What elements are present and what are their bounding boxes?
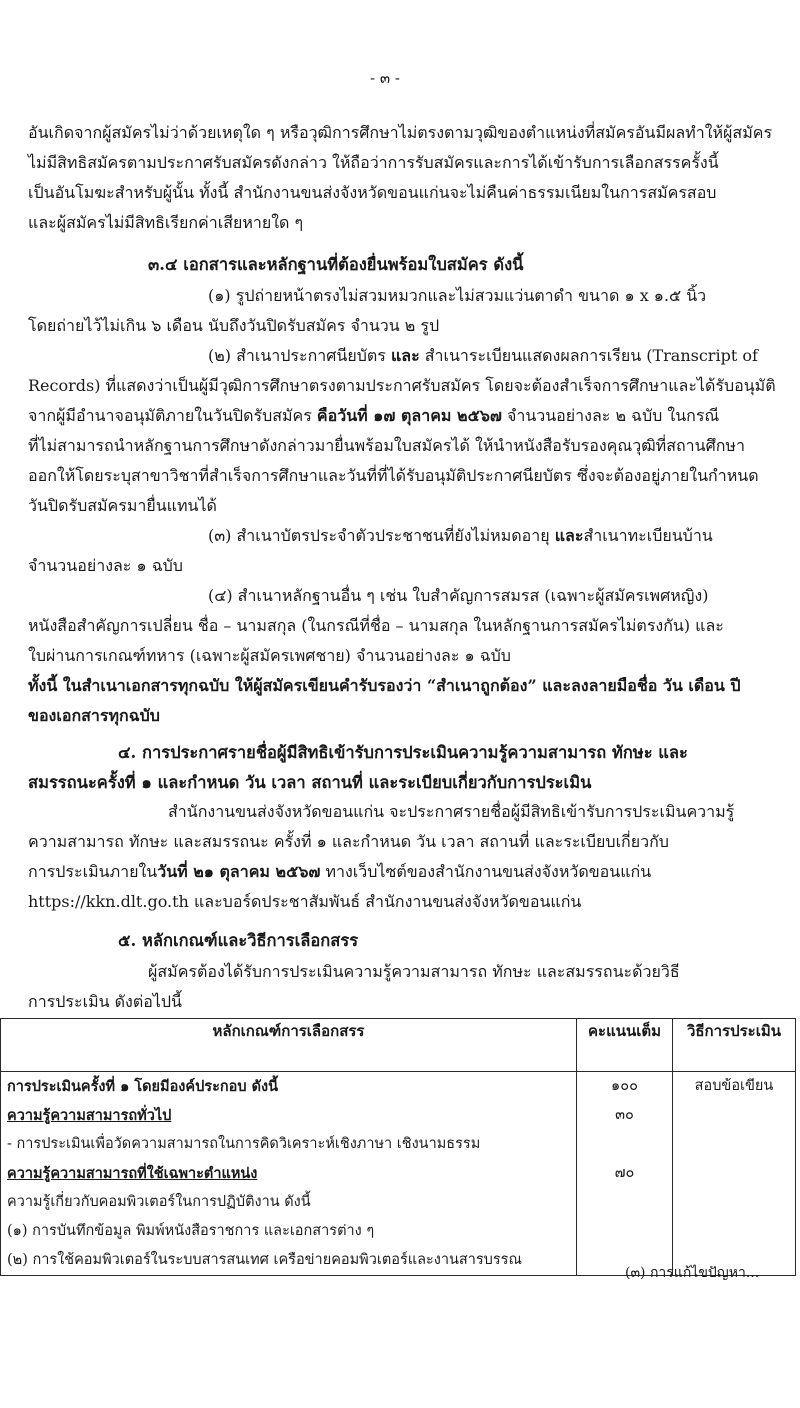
item-3-line: จำนวนอย่างละ ๑ ฉบับ bbox=[28, 556, 183, 575]
score-value: ๑๐๐ bbox=[611, 1078, 638, 1094]
table-header-row bbox=[1, 1019, 796, 1072]
section-4-body: สำนักงานขนส่งจังหวัดขอนแก่น จะประกาศรายชื่อผู้มีสิทธิเข้ารับการประเมินความรู้ bbox=[168, 802, 735, 821]
section-4-heading: ๔. การประกาศรายชื่อผู้มีสิทธิเข้ารับการประเมินความรู้ความสามารถ ทักษะ และ bbox=[118, 743, 688, 762]
item-2-line: วันปิดรับสมัครมายื่นแทนได้ bbox=[28, 496, 217, 515]
table-row bbox=[1, 1072, 796, 1276]
section-5-heading: ๕. หลักเกณฑ์และวิธีการเลือกสรร bbox=[118, 931, 359, 950]
intro-paragraph bbox=[28, 118, 773, 238]
text-span: (๓) สำเนาบัตรประจำตัวประชาชนที่ยังไม่หมดอายุ bbox=[208, 526, 555, 545]
item-2-line: Records) ที่แสดงว่าเป็นผู้มีวุฒิการศึกษาตรงตามประกาศรับสมัคร โดยจะต้องสำเร็จการศึกษาและได้รับอนุมัติ bbox=[28, 376, 776, 395]
section-3-4-heading: ๓.๔ เอกสารและหลักฐานที่ต้องยื่นพร้อมใบสมัคร ดังนี้ bbox=[148, 255, 524, 274]
score-cell bbox=[577, 1072, 673, 1276]
certification-note: ของเอกสารทุกฉบับ bbox=[28, 706, 160, 725]
text-span: สำเนาทะเบียนบ้าน bbox=[583, 526, 713, 545]
text-span: จำนวนอย่างละ ๒ ฉบับ ในกรณี bbox=[501, 406, 720, 425]
criteria-line: ความรู้ความสามารถที่ใช้เฉพาะตำแหน่ง bbox=[7, 1165, 258, 1182]
criteria-line: การประเมินครั้งที่ ๑ โดยมีองค์ประกอบ ดังนี้ bbox=[7, 1078, 279, 1095]
criteria-table bbox=[0, 1018, 796, 1276]
item-3-line bbox=[208, 524, 713, 549]
criteria-line: - การประเมินเพื่อวัดความสามารถในการคิดวิเคราะห์เชิงภาษา เชิงนามธรรม bbox=[7, 1136, 481, 1152]
criteria-line: (๒) การใช้คอมพิวเตอร์ในระบบสารสนเทศ เครือข่ายคอมพิวเตอร์และงานสารบรรณ bbox=[7, 1252, 522, 1268]
website-link[interactable]: https://kkn.dlt.go.th และบอร์ดประชาสัมพันธ์ สำนักงานขนส่งจังหวัดขอนแก่น bbox=[28, 892, 582, 911]
deadline-date: คือวันที่ ๑๗ ตุลาคม ๒๕๖๗ bbox=[316, 406, 502, 425]
bold-text: และ bbox=[390, 346, 420, 365]
certification-note: ทั้งนี้ ในสำเนาเอกสารทุกฉบับ ให้ผู้สมัครเขียนคำรับรองว่า “สำเนาถูกต้อง” และลงลายมือชื่อ วัน เดือน ปี bbox=[28, 676, 741, 695]
text-span: (๒) สำเนาประกาศนียบัตร bbox=[208, 346, 391, 365]
criteria-line: ความรู้เกี่ยวกับคอมพิวเตอร์ในการปฏิบัติงาน ดังนี้ bbox=[7, 1194, 311, 1210]
continuation-note: (๓) การแก้ไขปัญหา... bbox=[625, 1265, 760, 1281]
column-header: วิธีการประเมิน bbox=[673, 1019, 796, 1072]
criteria-line: ความรู้ความสามารถทั่วไป bbox=[7, 1107, 172, 1124]
item-4-line: ใบผ่านการเกณฑ์ทหาร (เฉพาะผู้สมัครเพศชาย) จำนวนอย่างละ ๑ ฉบับ bbox=[28, 646, 511, 665]
text-span: ทางเว็บไซต์ของสำนักงานขนส่งจังหวัดขอนแก่น bbox=[320, 862, 652, 881]
score-value: ๗๐ bbox=[614, 1165, 635, 1181]
bold-text: และ bbox=[554, 526, 584, 545]
criteria-cell bbox=[1, 1072, 577, 1276]
announcement-date: วันที่ ๒๑ ตุลาคม ๒๕๖๗ bbox=[157, 862, 321, 881]
item-4-line: หนังสือสำคัญการเปลี่ยน ชื่อ – นามสกุล (ในกรณีที่ชื่อ – นามสกุล ในหลักฐานการสมัครไม่ตรงกัน) และ bbox=[28, 616, 724, 635]
text-line: และผู้สมัครไม่มีสิทธิเรียกค่าเสียหายใด ๆ bbox=[28, 213, 304, 232]
section-5-body: การประเมิน ดังต่อไปนี้ bbox=[28, 992, 182, 1011]
section-4-body: ความสามารถ ทักษะ และสมรรถนะ ครั้งที่ ๑ และกำหนด วัน เวลา สถานที่ และระเบียบเกี่ยวกับ bbox=[28, 832, 669, 851]
item-2-line: ออกให้โดยระบุสาขาวิชาที่สำเร็จการศึกษาและวันที่ที่ได้รับอนุมัติประกาศนียบัตร ซึ่งจะต้องอยู่ภายในกำหนด bbox=[28, 466, 759, 485]
item-2-line bbox=[28, 404, 719, 429]
section-4-heading: สมรรถนะครั้งที่ ๑ และกำหนด วัน เวลา สถานที่ และระเบียบเกี่ยวกับการประเมิน bbox=[28, 773, 592, 792]
text-line: อันเกิดจากผู้สมัครไม่ว่าด้วยเหตุใด ๆ หรือวุฒิการศึกษาไม่ตรงตามวุฒิของตำแหน่งที่สมัครอันมีผลทำให้ผู้สมัคร bbox=[28, 123, 773, 142]
column-header: หลักเกณฑ์การเลือกสรร bbox=[1, 1019, 577, 1072]
method-cell bbox=[673, 1072, 796, 1276]
item-4-line: (๔) สำเนาหลักฐานอื่น ๆ เช่น ใบสำคัญการสมรส (เฉพาะผู้สมัครเพศหญิง) bbox=[208, 586, 709, 605]
score-value: ๓๐ bbox=[615, 1107, 634, 1123]
section-4-body bbox=[28, 860, 651, 885]
criteria-line: (๑) การบันทึกข้อมูล พิมพ์หนังสือราชการ และเอกสารต่าง ๆ bbox=[7, 1223, 375, 1239]
text-span: สำเนาระเบียนแสดงผลการเรียน (Transcript of bbox=[419, 346, 758, 365]
item-1-line: (๑) รูปถ่ายหน้าตรงไม่สวมหมวกและไม่สวมแว่นตาดำ ขนาด ๑ x ๑.๕ นิ้ว bbox=[208, 286, 707, 305]
section-5-body: ผู้สมัครต้องได้รับการประเมินความรู้ความสามารถ ทักษะ และสมรรถนะด้วยวิธี bbox=[148, 962, 680, 981]
page-number: - ๓ - bbox=[370, 69, 400, 87]
column-header: คะแนนเต็ม bbox=[577, 1019, 673, 1072]
method-value: สอบข้อเขียน bbox=[694, 1078, 774, 1094]
text-line: เป็นอันโมฆะสำหรับผู้นั้น ทั้งนี้ สำนักงานขนส่งจังหวัดขอนแก่นจะไม่คืนค่าธรรมเนียมในการสมัครสอบ bbox=[28, 183, 717, 202]
item-2-line bbox=[208, 344, 758, 369]
text-span: จากผู้มีอำนาจอนุมัติภายในวันปิดรับสมัคร bbox=[28, 406, 317, 425]
item-2-line: ที่ไม่สามารถนำหลักฐานการศึกษาดังกล่าวมายื่นพร้อมใบสมัครได้ ให้นำหนังสือรับรองคุณวุฒิที่สถานศึกษา bbox=[28, 436, 745, 455]
text-line: ไม่มีสิทธิสมัครตามประกาศรับสมัครดังกล่าว ให้ถือว่าการรับสมัครและการได้เข้ารับการเลือกสรรครั้งนี้ bbox=[28, 153, 719, 172]
item-1-line: โดยถ่ายไว้ไม่เกิน ๖ เดือน นับถึงวันปิดรับสมัคร จำนวน ๒ รูป bbox=[28, 316, 440, 335]
text-span: การประเมินภายใน bbox=[28, 862, 158, 881]
